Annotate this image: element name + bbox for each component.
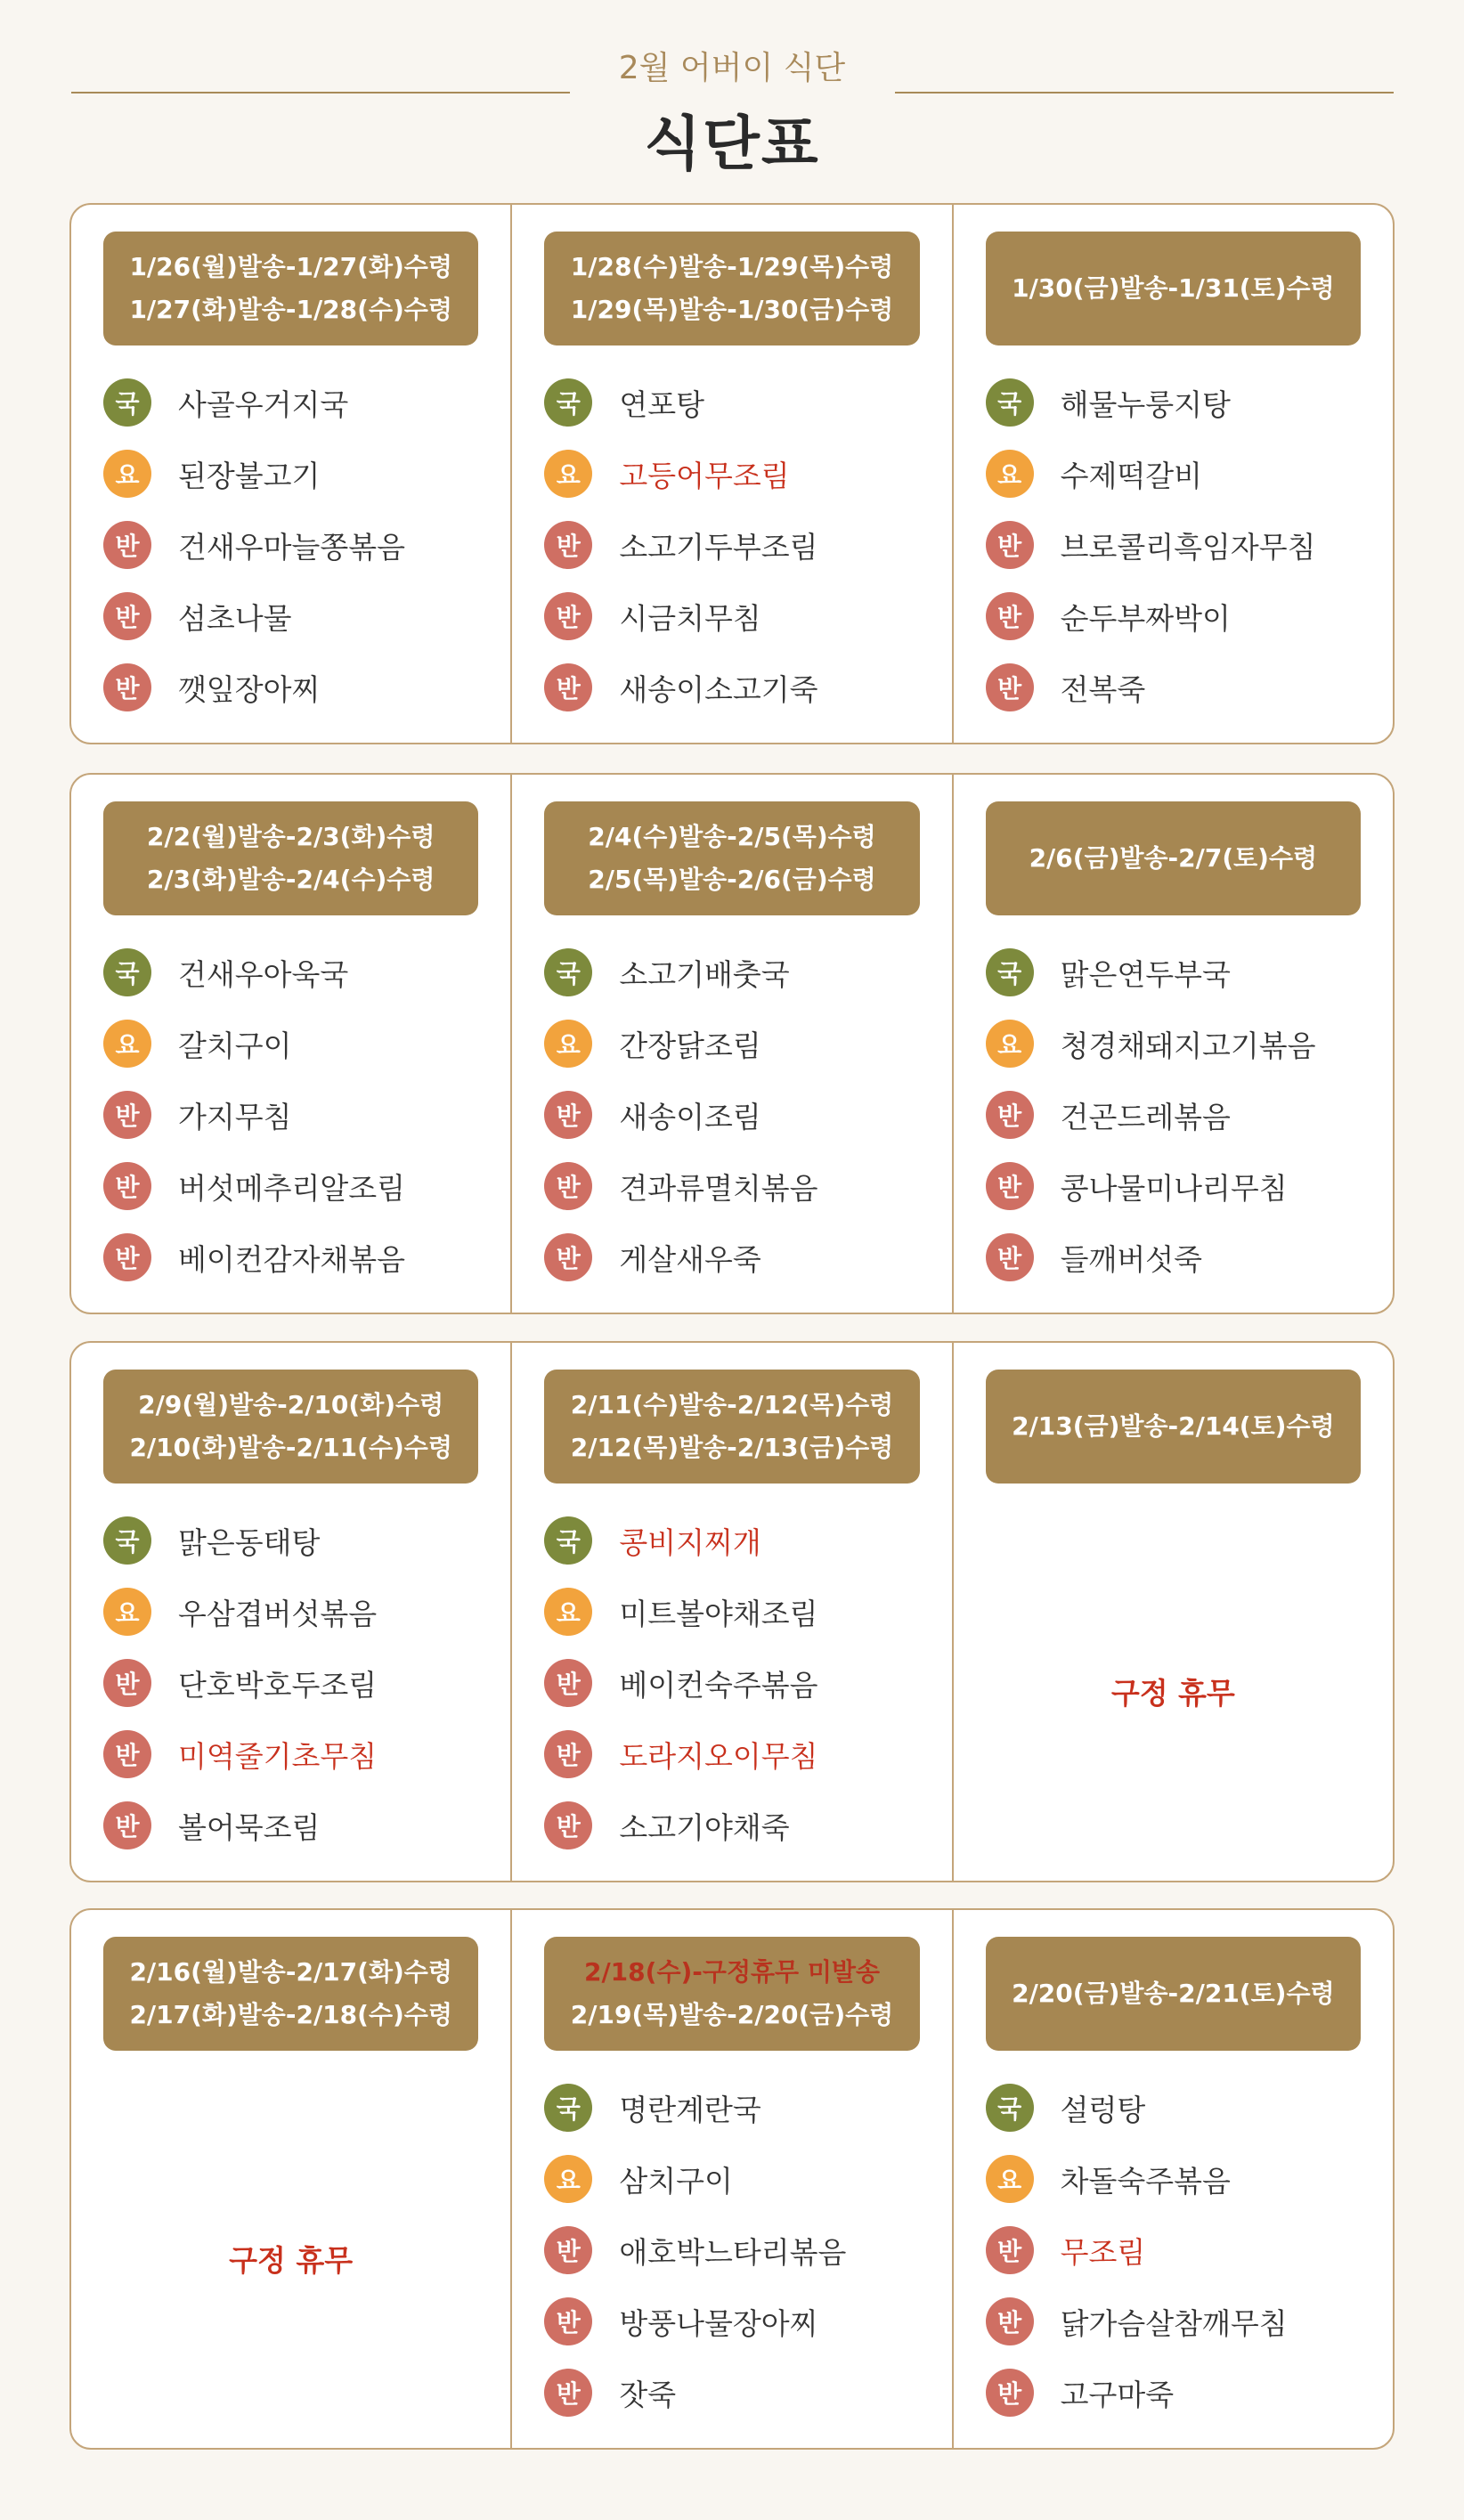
delivery-date-line: 2/6(금)발송-2/7(토)수령 (1029, 843, 1318, 873)
menu-item-name: 들깨버섯죽 (1060, 1241, 1203, 1277)
page-subtitle: 2월 어버이 식단 (618, 50, 846, 86)
menu-item-name: 된장불고기 (178, 458, 321, 493)
menu-item (986, 581, 1316, 652)
menu-item-name: 해물누룽지탕 (1060, 386, 1231, 422)
menu-item-name: 브로콜리흑임자무침 (1060, 529, 1316, 565)
day-column (952, 205, 1393, 743)
menu-item-name: 맑은연두부국 (1060, 956, 1231, 992)
day-column (952, 1343, 1393, 1881)
badge-side-icon: 반 (103, 663, 151, 711)
delivery-date-line: 1/27(화)발송-1/28(수)수령 (129, 295, 452, 324)
menu-list (986, 2072, 1288, 2428)
menu-item-name: 미역줄기초무침 (178, 1738, 378, 1774)
badge-soup-icon: 국 (986, 948, 1034, 996)
menu-item-name: 고구마죽 (1060, 2377, 1175, 2412)
menu-item-name: 갈치구이 (178, 1028, 292, 1063)
page-header (0, 0, 1464, 178)
badge-side-icon: 반 (544, 592, 592, 640)
day-column (952, 1910, 1393, 2448)
menu-item (986, 2357, 1288, 2428)
menu-item (544, 1222, 817, 1293)
menu-item-name: 간장닭조림 (619, 1028, 761, 1063)
delivery-date-line: 2/2(월)발송-2/3(화)수령 (146, 822, 435, 851)
menu-item-name: 소고기두부조림 (619, 529, 818, 565)
badge-side-icon: 반 (986, 2369, 1034, 2417)
menu-item-name: 건새우마늘쫑볶음 (178, 529, 406, 565)
menu-item (103, 438, 405, 509)
badge-main-icon: 요 (103, 1020, 151, 1068)
delivery-dates (544, 801, 919, 915)
day-column (71, 205, 510, 743)
badge-side-icon: 반 (544, 1801, 592, 1849)
menu-item (544, 2286, 846, 2357)
menu-item (986, 1079, 1316, 1150)
menu-item (103, 937, 405, 1008)
menu-item-name: 시금치무침 (619, 600, 761, 636)
week-panel (69, 773, 1395, 1314)
delivery-dates (544, 1370, 919, 1484)
delivery-date-line: 2/4(수)발송-2/5(목)수령 (588, 822, 876, 851)
header-divider-left (71, 92, 570, 93)
menu-item-name: 순두부짜박이 (1060, 600, 1231, 636)
menu-item-name: 새송이소고기죽 (619, 671, 818, 707)
menu-item (103, 652, 405, 723)
menu-item (986, 2286, 1288, 2357)
menu-item-name: 콩비지찌개 (619, 1524, 761, 1560)
delivery-dates (103, 801, 478, 915)
menu-item (544, 581, 817, 652)
menu-item-name: 잣죽 (619, 2377, 677, 2412)
menu-item (103, 367, 405, 438)
delivery-date-line: 1/29(목)발송-1/30(금)수령 (570, 295, 894, 324)
menu-item-name: 깻잎장아찌 (178, 671, 321, 707)
menu-item-name: 소고기야채죽 (619, 1809, 790, 1845)
badge-side-icon: 반 (103, 1233, 151, 1281)
menu-item (544, 2357, 846, 2428)
menu-item (544, 2143, 846, 2215)
badge-side-icon: 반 (544, 2226, 592, 2274)
delivery-dates (986, 801, 1361, 915)
menu-item-name: 베이컨숙주볶음 (619, 1667, 818, 1703)
badge-side-icon: 반 (103, 1659, 151, 1707)
delivery-dates (986, 1370, 1361, 1484)
delivery-dates (544, 232, 919, 345)
menu-item-name: 닭가슴살참깨무침 (1060, 2305, 1288, 2341)
delivery-dates (986, 1937, 1361, 2051)
menu-item (986, 367, 1316, 438)
badge-side-icon: 반 (544, 1730, 592, 1778)
menu-item (986, 1222, 1316, 1293)
badge-soup-icon: 국 (544, 378, 592, 427)
menu-item (103, 1719, 377, 1790)
menu-item-name: 베이컨감자채볶음 (178, 1241, 406, 1277)
badge-side-icon: 반 (986, 2297, 1034, 2345)
menu-item (544, 2072, 846, 2143)
menu-item (103, 1790, 377, 1861)
badge-side-icon: 반 (544, 2297, 592, 2345)
menu-item (544, 367, 817, 438)
badge-side-icon: 반 (544, 1659, 592, 1707)
menu-list (103, 937, 405, 1293)
badge-side-icon: 반 (986, 1091, 1034, 1139)
menu-item (103, 1505, 377, 1576)
delivery-date-line: 2/3(화)발송-2/4(수)수령 (146, 865, 435, 894)
menu-item (103, 1647, 377, 1719)
menu-item-name: 섬초나물 (178, 600, 292, 636)
menu-item-name: 사골우거지국 (178, 386, 349, 422)
menu-item (544, 1505, 817, 1576)
menu-item-name: 건곤드레볶음 (1060, 1099, 1231, 1134)
menu-item (986, 438, 1316, 509)
delivery-date-line: 2/18(수)-구정휴무 미발송 (583, 1957, 880, 1987)
menu-item-name: 우삼겹버섯볶음 (178, 1596, 378, 1631)
menu-item (986, 652, 1316, 723)
menu-item (103, 1576, 377, 1647)
menu-item (103, 509, 405, 581)
delivery-date-line: 2/16(월)발송-2/17(화)수령 (129, 1957, 452, 1987)
badge-main-icon: 요 (986, 450, 1034, 498)
badge-soup-icon: 국 (544, 948, 592, 996)
header-divider-right (895, 92, 1394, 93)
menu-item (544, 509, 817, 581)
menu-item-name: 소고기배춧국 (619, 956, 790, 992)
day-column (71, 1343, 510, 1881)
badge-side-icon: 반 (544, 2369, 592, 2417)
delivery-dates (103, 1370, 478, 1484)
menu-item (986, 2072, 1288, 2143)
menu-item-name: 청경채돼지고기볶음 (1060, 1028, 1316, 1063)
day-column (510, 205, 951, 743)
badge-main-icon: 요 (103, 1588, 151, 1636)
menu-item (544, 1719, 817, 1790)
delivery-date-line: 1/30(금)발송-1/31(토)수령 (1012, 273, 1335, 303)
delivery-dates (103, 232, 478, 345)
menu-item-name: 방풍나물장아찌 (619, 2305, 818, 2341)
day-column (71, 1910, 510, 2448)
menu-item-name: 미트볼야채조림 (619, 1596, 818, 1631)
menu-item (986, 937, 1316, 1008)
menu-item (544, 1576, 817, 1647)
delivery-date-line: 2/5(목)발송-2/6(금)수령 (588, 865, 876, 894)
menu-item (544, 937, 817, 1008)
menu-list (544, 2072, 846, 2428)
menu-item-name: 가지무침 (178, 1099, 292, 1134)
menu-item-name: 설렁탕 (1060, 2092, 1146, 2127)
menu-item (544, 1008, 817, 1079)
delivery-date-line: 2/10(화)발송-2/11(수)수령 (129, 1433, 452, 1462)
badge-soup-icon: 국 (103, 948, 151, 996)
badge-main-icon: 요 (986, 2155, 1034, 2203)
delivery-date-line: 2/20(금)발송-2/21(토)수령 (1012, 1979, 1335, 2008)
menu-item (544, 1150, 817, 1222)
week-panel (69, 203, 1395, 744)
menu-item (986, 2143, 1288, 2215)
menu-item-name: 명란계란국 (619, 2092, 761, 2127)
delivery-date-line: 2/17(화)발송-2/18(수)수령 (129, 2000, 452, 2029)
badge-main-icon: 요 (544, 1020, 592, 1068)
menu-item (544, 652, 817, 723)
day-column (71, 775, 510, 1313)
badge-side-icon: 반 (986, 592, 1034, 640)
badge-main-icon: 요 (544, 2155, 592, 2203)
menu-item-name: 연포탕 (619, 386, 704, 422)
badge-side-icon: 반 (544, 663, 592, 711)
menu-item (103, 1079, 405, 1150)
menu-item (986, 1008, 1316, 1079)
menu-item (544, 2215, 846, 2286)
badge-main-icon: 요 (103, 450, 151, 498)
menu-item (986, 509, 1316, 581)
menu-list (103, 367, 405, 723)
badge-side-icon: 반 (986, 2226, 1034, 2274)
menu-item-name: 고등어무조림 (619, 458, 790, 493)
menu-item (544, 1790, 817, 1861)
delivery-date-line: 2/11(수)발송-2/12(목)수령 (570, 1390, 894, 1419)
badge-side-icon: 반 (986, 663, 1034, 711)
badge-side-icon: 반 (103, 521, 151, 569)
badge-soup-icon: 국 (103, 1516, 151, 1565)
menu-item-name: 전복죽 (1060, 671, 1146, 707)
day-column (510, 1343, 951, 1881)
menu-item-name: 차돌숙주볶음 (1060, 2163, 1231, 2199)
menu-item-name: 수제떡갈비 (1060, 458, 1203, 493)
badge-soup-icon: 국 (103, 378, 151, 427)
delivery-date-line: 2/19(목)발송-2/20(금)수령 (570, 2000, 894, 2029)
delivery-dates (986, 232, 1361, 345)
week-panel (69, 1341, 1395, 1882)
menu-list (103, 1505, 377, 1861)
badge-side-icon: 반 (103, 1801, 151, 1849)
day-column (952, 775, 1393, 1313)
badge-main-icon: 요 (544, 1588, 592, 1636)
menu-item-name: 새송이조림 (619, 1099, 761, 1134)
menu-item (103, 581, 405, 652)
badge-soup-icon: 국 (986, 2084, 1034, 2132)
badge-soup-icon: 국 (986, 378, 1034, 427)
menu-item-name: 게살새우죽 (619, 1241, 761, 1277)
menu-item-name: 콩나물미나리무침 (1060, 1170, 1288, 1206)
badge-side-icon: 반 (986, 521, 1034, 569)
menu-item (103, 1150, 405, 1222)
badge-side-icon: 반 (103, 1162, 151, 1210)
menu-item-name: 버섯메추리알조림 (178, 1170, 406, 1206)
delivery-date-line: 2/9(월)발송-2/10(화)수령 (138, 1390, 444, 1419)
badge-side-icon: 반 (103, 1091, 151, 1139)
closed-notice: 구정 휴무 (229, 2243, 354, 2278)
menu-list (544, 367, 817, 723)
menu-item (103, 1222, 405, 1293)
menu-item-name: 맑은동태탕 (178, 1524, 321, 1560)
badge-side-icon: 반 (544, 1091, 592, 1139)
menu-item (544, 1079, 817, 1150)
menu-item (544, 1647, 817, 1719)
menu-list (986, 937, 1316, 1293)
page-title: 식단표 (644, 110, 820, 178)
badge-main-icon: 요 (986, 1020, 1034, 1068)
menu-item-name: 도라지오이무침 (619, 1738, 818, 1774)
badge-side-icon: 반 (103, 1730, 151, 1778)
menu-item-name: 단호박호두조림 (178, 1667, 378, 1703)
day-column (510, 1910, 951, 2448)
menu-item (544, 438, 817, 509)
menu-item-name: 견과류멸치볶음 (619, 1170, 818, 1206)
delivery-dates (544, 1937, 919, 2051)
delivery-date-line: 2/13(금)발송-2/14(토)수령 (1012, 1411, 1335, 1441)
menu-item-name: 애호박느타리볶음 (619, 2234, 847, 2270)
badge-side-icon: 반 (103, 592, 151, 640)
badge-side-icon: 반 (986, 1162, 1034, 1210)
menu-item-name: 삼치구이 (619, 2163, 733, 2199)
badge-soup-icon: 국 (544, 1516, 592, 1565)
day-column (510, 775, 951, 1313)
delivery-date-line: 1/26(월)발송-1/27(화)수령 (129, 252, 452, 281)
badge-side-icon: 반 (544, 1233, 592, 1281)
closed-notice: 구정 휴무 (1110, 1676, 1235, 1711)
menu-item (986, 2215, 1288, 2286)
delivery-dates (103, 1937, 478, 2051)
menu-list (544, 1505, 817, 1861)
delivery-date-line: 2/12(목)발송-2/13(금)수령 (570, 1433, 894, 1462)
badge-main-icon: 요 (544, 450, 592, 498)
badge-side-icon: 반 (544, 1162, 592, 1210)
menu-list (986, 367, 1316, 723)
menu-item-name: 건새우아욱국 (178, 956, 349, 992)
week-panel (69, 1908, 1395, 2450)
badge-soup-icon: 국 (544, 2084, 592, 2132)
menu-item-name: 무조림 (1060, 2234, 1146, 2270)
delivery-date-line: 1/28(수)발송-1/29(목)수령 (570, 252, 894, 281)
menu-item-name: 볼어묵조림 (178, 1809, 321, 1845)
menu-list (544, 937, 817, 1293)
menu-item (986, 1150, 1316, 1222)
badge-side-icon: 반 (544, 521, 592, 569)
badge-side-icon: 반 (986, 1233, 1034, 1281)
menu-item (103, 1008, 405, 1079)
